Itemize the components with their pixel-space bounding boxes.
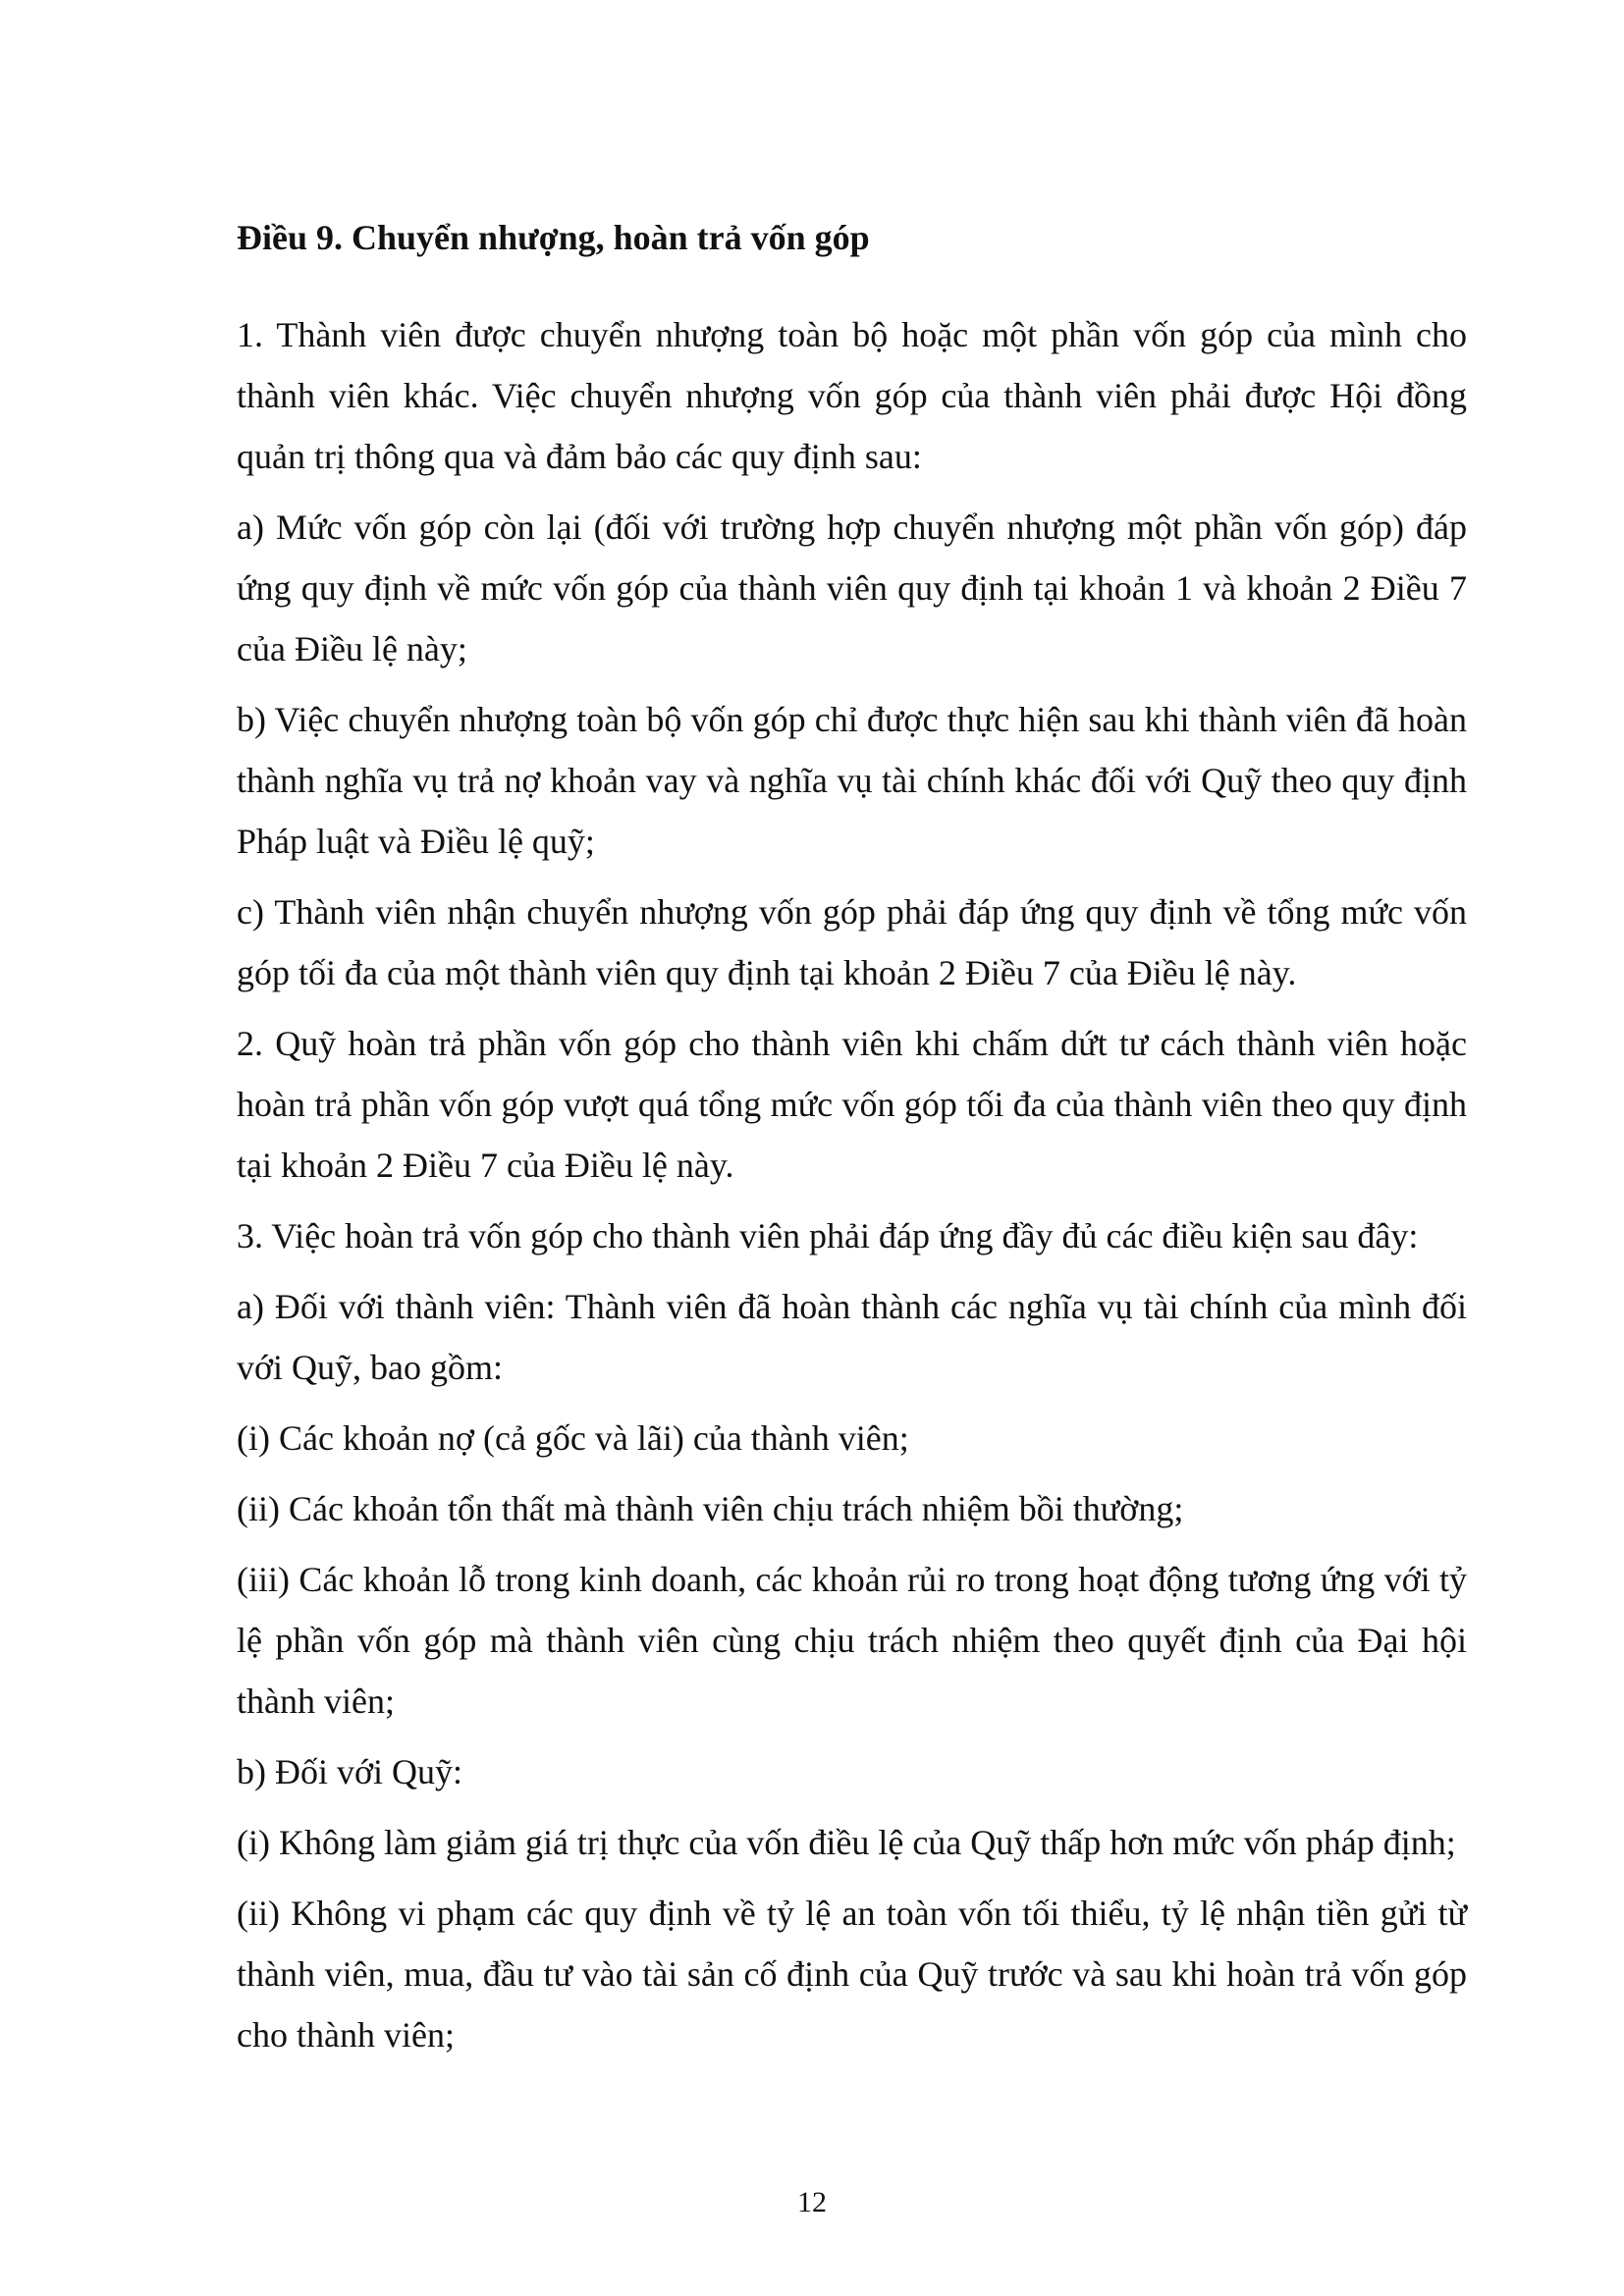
paragraph-3a: a) Đối với thành viên: Thành viên đã hoàn thành các nghĩa vụ tài chính của mình đối với Quỹ, bao gồm: (237, 1287, 1467, 1387)
page-content (237, 208, 1467, 2075)
paragraph-3b-i: (i) Không làm giảm giá trị thực của vốn điều lệ của Quỹ thấp hơn mức vốn pháp định; (237, 1823, 1456, 1862)
paragraph-3a-ii: (ii) Các khoản tổn thất mà thành viên chịu trách nhiệm bồi thường; (237, 1489, 1184, 1528)
paragraph-1: 1. Thành viên được chuyển nhượng toàn bộ hoặc một phần vốn góp của mình cho thành viên khác. Việc chuyển nhượng vốn góp của thành viên phải được Hội đồng quản trị thông qua và đảm bảo các quy định sau: (237, 315, 1467, 476)
paragraph-2: 2. Quỹ hoàn trả phần vốn góp cho thành viên khi chấm dứt tư cách thành viên hoặc hoàn trả phần vốn góp vượt quá tổng mức vốn góp tối đa của thành viên theo quy định tại khoản 2 Điều 7 của Điều lệ này. (237, 1024, 1467, 1185)
paragraph-3a-iii: (iii) Các khoản lỗ trong kinh doanh, các khoản rủi ro trong hoạt động tương ứng với tỷ lệ phần vốn góp mà thành viên cùng chịu trách nhiệm theo quyết định của Đại hội thành viên; (237, 1560, 1467, 1721)
paragraph-3: 3. Việc hoàn trả vốn góp cho thành viên phải đáp ứng đầy đủ các điều kiện sau đây: (237, 1216, 1419, 1255)
paragraph-3b: b) Đối với Quỹ: (237, 1752, 463, 1791)
article-heading: Điều 9. Chuyển nhượng, hoàn trả vốn góp (237, 218, 870, 257)
paragraph-1a: a) Mức vốn góp còn lại (đối với trường hợp chuyển nhượng một phần vốn góp) đáp ứng quy định về mức vốn góp của thành viên quy định tại khoản 1 và khoản 2 Điều 7 của Điều lệ này; (237, 507, 1467, 668)
page-number: 12 (797, 2186, 827, 2218)
paragraph-3b-ii: (ii) Không vi phạm các quy định về tỷ lệ an toàn vốn tối thiểu, tỷ lệ nhận tiền gửi từ thành viên, mua, đầu tư vào tài sản cố định của Quỹ trước và sau khi hoàn trả vốn góp cho thành viên; (237, 1894, 1467, 2055)
paragraph-1b: b) Việc chuyển nhượng toàn bộ vốn góp chỉ được thực hiện sau khi thành viên đã hoàn thành nghĩa vụ trả nợ khoản vay và nghĩa vụ tài chính khác đối với Quỹ theo quy định Pháp luật và Điều lệ quỹ; (237, 700, 1467, 861)
paragraph-3a-i: (i) Các khoản nợ (cả gốc và lãi) của thành viên; (237, 1418, 909, 1458)
paragraph-1c: c) Thành viên nhận chuyển nhượng vốn góp phải đáp ứng quy định về tổng mức vốn góp tối đa của một thành viên quy định tại khoản 2 Điều 7 của Điều lệ này. (237, 892, 1467, 992)
